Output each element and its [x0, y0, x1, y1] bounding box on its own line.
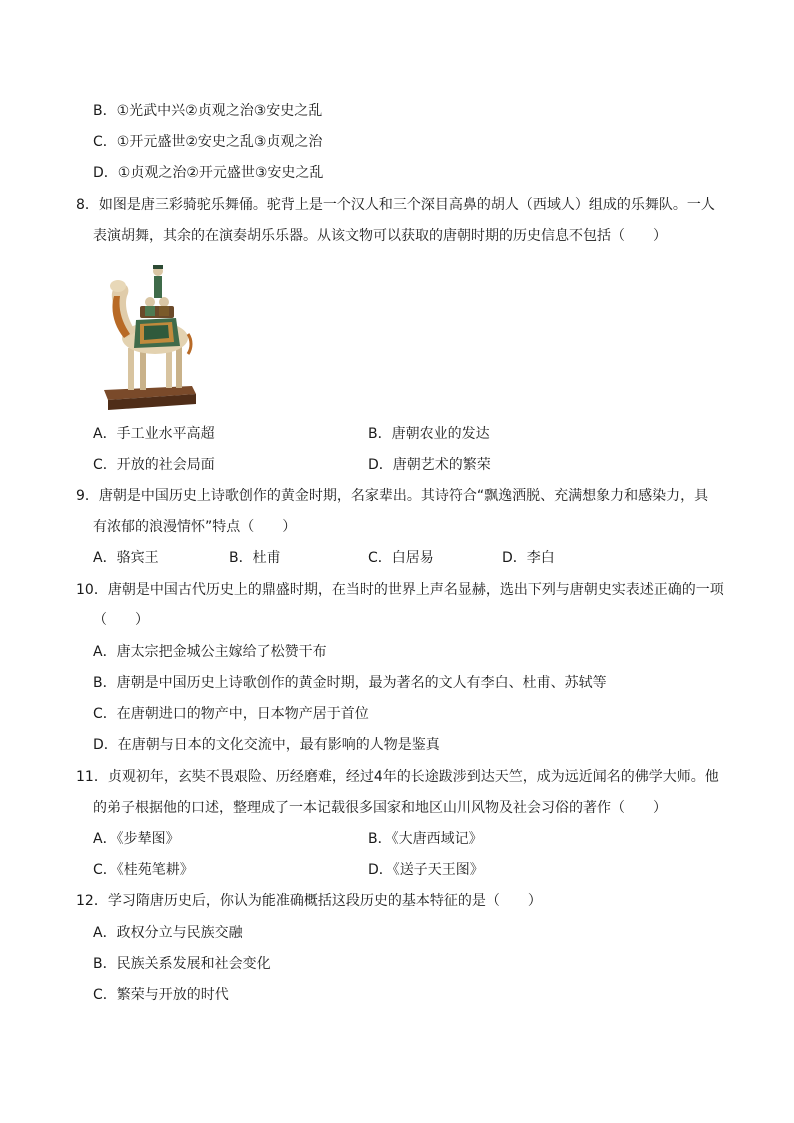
q10-option-a: A．唐太宗把金城公主嫁给了松赞干布	[93, 644, 327, 660]
camel-musicians-figurine-icon	[100, 262, 198, 410]
q11-option-a: A．《步辇图》	[93, 831, 180, 847]
q11-stem-line1: 11．贞观初年，玄奘不畏艰险、历经磨难，经过4年的长途跋涉到达天竺，成为远近闻名的佛学大师。他	[76, 769, 719, 785]
q12-option-b: B．民族关系发展和社会变化	[93, 956, 271, 972]
q9-option-b: B．杜甫	[229, 550, 281, 566]
q8-stem-line2: 表演胡舞，其余的在演奏胡乐乐器。从该文物可以获取的唐朝时期的历史信息不包括（ ）	[93, 228, 667, 244]
q12-option-a: A．政权分立与民族交融	[93, 925, 243, 941]
q8-option-a: A．手工业水平高超	[93, 426, 215, 442]
q7-option-b: B．①光武中兴②贞观之治③安史之乱	[93, 103, 323, 119]
q9-stem-line1: 9．唐朝是中国历史上诗歌创作的黄金时期，名家辈出。其诗符合“飘逸洒脱、充满想象力和感染力，具	[76, 488, 709, 504]
q7-option-d: D．①贞观之治②开元盛世③安史之乱	[93, 165, 324, 181]
q12-option-c: C．繁荣与开放的时代	[93, 987, 229, 1003]
q11-stem-line2: 的弟子根据他的口述，整理成了一本记载很多国家和地区山川风物及社会习俗的著作（ ）	[93, 800, 667, 816]
q10-option-b: B．唐朝是中国历史上诗歌创作的黄金时期，最为著名的文人有李白、杜甫、苏轼等	[93, 675, 607, 691]
q9-option-a: A．骆宾王	[93, 550, 159, 566]
q11-option-c: C．《桂苑笔耕》	[93, 862, 194, 878]
q10-stem-line1: 10．唐朝是中国古代历史上的鼎盛时期，在当时的世界上声名显赫，选出下列与唐朝史实表述正确的一项	[76, 582, 724, 598]
q11-option-b: B．《大唐西域记》	[368, 831, 483, 847]
q8-option-c: C．开放的社会局面	[93, 457, 215, 473]
q9-option-c: C．白居易	[368, 550, 434, 566]
q10-stem-line2: （ ）	[93, 612, 149, 628]
q10-option-d: D．在唐朝与日本的文化交流中，最有影响的人物是鉴真	[93, 737, 440, 753]
q12-stem-line1: 12．学习隋唐历史后，你认为能准确概括这段历史的基本特征的是（ ）	[76, 893, 542, 909]
q9-option-d: D．李白	[502, 550, 555, 566]
q8-option-d: D．唐朝艺术的繁荣	[368, 457, 491, 473]
q8-stem-line1: 8．如图是唐三彩骑驼乐舞俑。驼背上是一个汉人和三个深目高鼻的胡人（西域人）组成的乐舞队。一人	[76, 197, 715, 213]
q10-option-c: C．在唐朝进口的物产中，日本物产居于首位	[93, 706, 369, 722]
q8-option-b: B．唐朝农业的发达	[368, 426, 490, 442]
q9-stem-line2: 有浓郁的浪漫情怀”特点（ ）	[93, 519, 297, 535]
q7-option-c: C．①开元盛世②安史之乱③贞观之治	[93, 134, 323, 150]
q11-option-d: D．《送子天王图》	[368, 862, 484, 878]
